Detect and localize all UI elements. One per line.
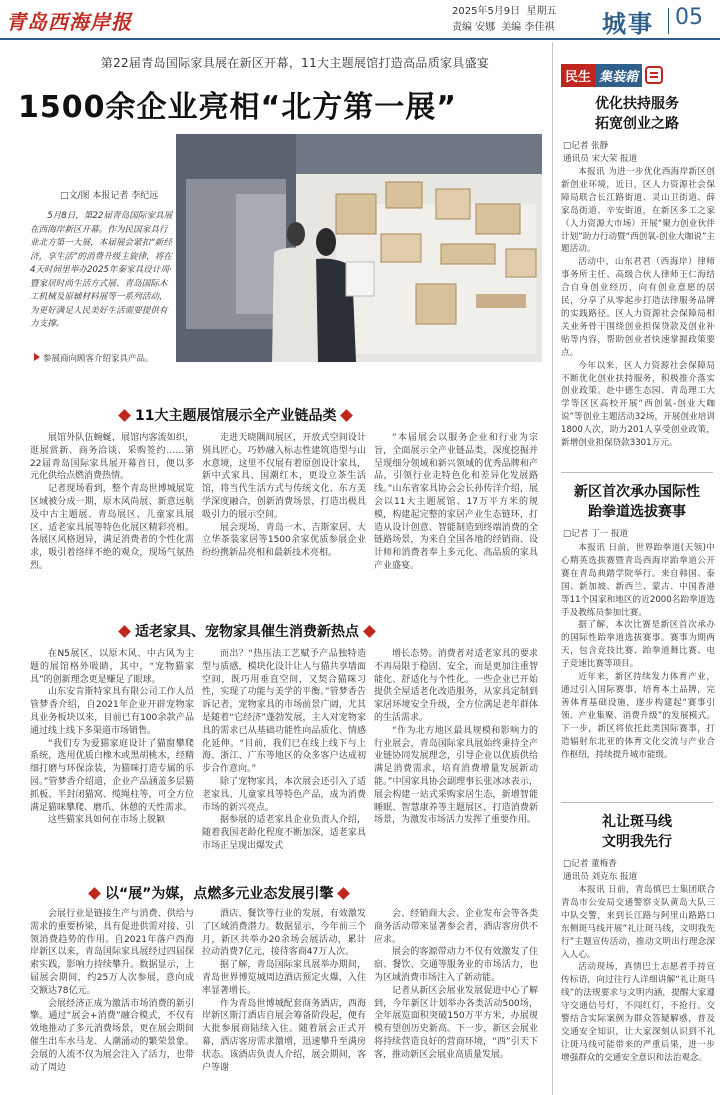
article-headline: 1500余企业亮相“北方第一展” xyxy=(18,90,457,125)
issue-date: 2025年5月9日 xyxy=(452,6,521,17)
s1-column-2: 走进天晓隅间展区，开放式空间设计别具匠心，巧妙融入标志性建筑造型与山水意境，这里不仅展有着原创设计家具，新中式家具、国潮红木，更设立茶生活馆，将当代生活方式与传统文化、东方美学深度融合，创新消费场景，打造出极具吸引力的展示空间。 展会现场，青岛一木、吉斯家居、大立华茶装家居等1500余家优质参展企业纷纷携新品亮相和最新技术亮相。 xyxy=(202,433,366,559)
story2-title: 新区首次承办国际性 跆拳道选拔赛事 xyxy=(574,484,700,520)
photo-caption: 参展商向顾客介绍家具产品。 xyxy=(34,352,174,364)
story2-body: 本报讯 日前，世界跆拳道(天领)中心精英选拔赛暨青岛西海岸跆拳道公开赛在青岛典踏学院举行。来自韩国、泰国、新加坡、新西兰、蒙古、中国香港等11个国家和地区的近2000名跆拳道选手及教练员参加比赛。 据了解，本次比赛是新区首次承办的国际性跆拳道选拔赛事。赛事为期两天，包含竞技比赛、跆拳道舞比赛、电子竞速比赛等项目。 近年来，新区持续发力体育产业，通过引入国际赛事，培育本土品牌，完善体育基础设施，逐步构建起“赛事引领、产业集聚、消费升级”的发展模式。下一步，新区将依托此类国际赛事，打造辐射东北亚的体育文化交流与产业合作枢纽，持续提升城市能级。 xyxy=(561,543,715,760)
section-heading-3: 以“展”为媒，点燃多元业态发展引擎 xyxy=(90,882,440,904)
heading-diamond-icon xyxy=(338,887,351,900)
story3-title: 礼让斑马线 文明我先行 xyxy=(602,814,672,850)
exhibition-photo-illustration xyxy=(176,134,542,362)
section-name: 城事 xyxy=(602,10,654,38)
badge-red-label: 民生 xyxy=(561,64,595,87)
rail-separator xyxy=(561,472,713,473)
section-heading-2: 适老家具、宠物家具催生消费新热点 xyxy=(120,620,430,642)
story1-body: 本报讯 为进一步优化西海岸新区创新创业环境，近日，区人力资源社会保障局联合长江路街道、灵山卫街道、薛家岛街道、辛安街道，在新区多工之家（人力资源大市场）开展“聚力创业伙伴计划”助力行动暨“西创氧-创业大咖说”主题活动。 活动中，山东君君（西海岸）律师事务所主任、高级合伙人律师王仁海结合自身创业经历，向有创业意愿的居民，分享了从零起步打造法律服务品牌的实践路径。区人力资源社会保障局相关业务骨干围绕创业担保贷款及创业补贴等内容，帮助创业者快速掌握政策要点。 今年以来，区人力资源社会保障局不断优化创业扶持服务，积极推介落实创业政策。赴中德生态园、青岛理工大学等区区高校开展“西创氧-创业大咖说”等创业主题活动32场，开展创业培训1800人次，助力201人享受创业政策，新增创业担保贷款3301万元。 xyxy=(561,167,715,449)
exhibition-photo xyxy=(176,134,542,362)
heading-diamond-icon xyxy=(363,625,376,638)
masthead-divider xyxy=(668,8,669,34)
article-lead: 5月8日，第22届青岛国际家具展在西海岸新区开幕。作为民国家具行业北方第一大展，本届展会紧扣“新经济，享生活”的消费升级主旋律，将在4天时间里举办2025年秦家具设计周·暨家居时尚生活方式展、青岛国际木工机械及原辅材料展等一系列活动，为更好满足人民美好生活需要提供有力支撑。 xyxy=(30,211,173,329)
news-rail xyxy=(552,42,720,1095)
masthead xyxy=(0,0,720,40)
section-heading-1: 11大主题展馆展示全产业链品类 xyxy=(120,404,420,426)
story3-byline: □记者 董梅香 通讯员 刘克东 报道 xyxy=(563,859,638,882)
page-number: 05 xyxy=(675,5,703,30)
story2-byline: □记者 丁一 报道 xyxy=(563,529,629,539)
s1-column-1: 展馆外队伍蜿蜒，展馆内客流如织，逛展赏新、商务洽谈、采购签约……第22届青岛国际家具展开幕首日，便以多元化供给点燃消费热情。 记者现场看到，整个青岛世博城展览区域被分成一期，原木风尚展、新意远航及中古主题展、青岛展区、儿童家具展区、适老家具展等特色化展区精彩亮相。各展区风格迥异，满足消费者的个性化需求，吸引着络绎不绝的观众，现场气氛热烈。 xyxy=(30,433,194,571)
story1-byline: □记者 张静 通讯员 宋大荣 报道 xyxy=(563,141,638,164)
heading-diamond-icon xyxy=(341,409,354,422)
issue-meta xyxy=(452,4,560,36)
issue-weekday: 星期五 xyxy=(526,6,557,17)
editor-credit: 责编 安娜 xyxy=(452,22,496,33)
s3-column-1: 会展行业是链接生产与消费、供给与需求的重要桥梁，具有促进供需对接、引领消费趋势的作用。自2021年落户西海岸新区以来，青岛国际家具展经过四届探索实践，影响力持续攀升。数据显示，上届展会期间，约25万人次参展，意向成交额达78亿元。 会展经济正成为激活市场消费的新引擎。通过“展会+消费”融合模式，不仅有效地推动了多元消费场景，更在展会期间催生出车水马龙、人潮涌动的繁荣景象。会展的人流不仅为展会注入了活力，也带动了周边 xyxy=(30,909,194,1073)
heading-diamond-icon xyxy=(88,887,101,900)
s3-column-2: 酒店、餐饮等行业的发展，有效激发了区域消费潜力。数据显示，今年前三个月，新区共举办20余场会展活动，累计拉动消费7亿元，接待客商47万人次。 据了解，青岛国际家具展举办期间，青岛世界博览城周边酒店预定火爆，入住率显著增长。 作为青岛世博城配套商务酒店，西海岸新区斯汀酒店自展会筹备阶段起，便有大批参展商陆续入住。随着展会正式开幕，酒店客房需求激增，迅速攀升至满房状态。该酒店负责人介绍，展会期间，客户等谢 xyxy=(202,909,366,1073)
story1-title: 优化扶持服务 拓宽创业之路 xyxy=(595,96,679,132)
story3-body: 本报讯 日前，青岛慎巴士集团联合青岛市公安局交通警察支队黄岛大队三中队交警，来到长江路与阿里山路路口东侧斑马线开展“礼让斑马线，文明我先行”主题宣传活动，推动文明出行理念深入人心。 活动现场，真情巴士志愿者手持宣传标语，向过往行人详细讲解“礼让斑马线”的法规要求与文明内涵，提醒大家遵守交通信号灯，不闯红灯，不抢行。交警结合实际案例为群众答疑解惑，普及交通安全知识，让大家深刻认识到不礼让斑马线可能带来的严重后果，进一步增强群众的交通安全意识和法治观念。 xyxy=(561,885,715,1063)
s2-column-1: 在N5展区，以原木风、中古风为主题的展馆格外吸睛，其中，“宠物猫家具”的创新理念更是赚足了眼球。 山东安肯斯特家具有限公司工作人员管梦香介绍，自2021年企业开辟宠物家具业务板块以来，目前已有100余款产品通过线上线下多渠道市场销售。 “我们专为爱猫家庭设计了猫窗攀爬系统，选用优质白橡木或黑胡桃木，经精细打磨与环保涂装，为猫咪打造专属的乐园。”管梦香介绍道，企业产品涵盖多层猫抓板、半封闭猫窝、缆绳柱等，可全方位满足猫咪攀爬、磨爪、休憩的天性需求。 这些猫家具如何在市场上脱颖 xyxy=(30,649,194,826)
s2-column-3: 增长态势。消费者对适老家具的要求不再局限于稳固、安全，而是更加注重智能化、舒适化与个性化。一些企业已开始提供全屋适老化改造服务，从家具定制到家居环境安全升级，全方位满足老年群体的生活需求。 “作为北方地区最具规模和影响力的行业展会，青岛国际家具展始终秉持全产业链协同发展理念，引导企业以优质供给满足消费需求，培育消费增量发展新动能。”中国家具协会副理事长张冰冰表示，展会构建一站式采购家居生态，新增智能睡眠、智慧康养等主题展区，打造消费新场景，为激发市场活力发挥了重要作用。 xyxy=(374,649,538,826)
s1-column-3: “本届展会以服务企业和行业为宗旨，全面展示全产业链品类，深度挖掘并呈现细分领域和新兴领域的优秀品牌和产品，引领行业走特色化和差异化发展路线。”山东省家具协会会长孙传洋介绍，展会以11大主题展馆、17万平方米的规模，构建起完整的家居产业生态链环，打造从设计创意、智能制造到终端消费的全链路场景，为来自全国各地的经销商、设计师和消费者奉上多元化、高品质的家具产业盛宴。 xyxy=(374,433,538,571)
designer-credit: 美编 李佳祺 xyxy=(501,22,555,33)
s2-column-2: 而出？“热压法工艺赋予产品独特造型与质感，模块化设计让人与猫共享墙面空间，既巧用垂直空间，又契合猫咪习性，实现了功能与美学的平衡。”管梦香告诉记者，宠物家具的市场前景广阔，尤其是随着“它经济”蓬勃发展，主人对宠物家具的需求已从基础功能性向品质化、情感化延伸。“目前，我们已在线上线下与上海、浙江、广东等地区的众多客户达成初步合作意向。” 除了宠物家具，本次展会还引入了适老家具、儿童家具等特色产品，成为消费市场的新兴亮点。 据参展的适老家具企业负责人介绍，随着我国老龄化程度不断加深，适老家具市场正呈现出爆发式 xyxy=(202,649,366,851)
badge-blue-label: 集装箱 xyxy=(595,64,642,87)
rail-badge xyxy=(561,64,663,86)
message-icon xyxy=(645,66,663,84)
heading-diamond-icon xyxy=(118,409,131,422)
rail-separator xyxy=(561,802,713,803)
s3-column-3: 会、经销商大会、企业发布会等各类商务活动带来显著参会者，酒店客房供不应求。 展会的客源带动力不仅有效激发了住宿、餐饮、交通等服务业的市场活力，也为区域消费市场注入了新动能。 记者从新区会展业发展促进中心了解到，今年新区计划举办各类活动500场，全年展览面积突破150万平方米，办展规模有望创历史新高。下一步，新区会展业将持续营造良好的营商环境，“西”引天下客，推动新区会展业高质量发展。 xyxy=(374,909,538,1060)
newspaper-logo: 青岛西海岸报 xyxy=(6,10,132,34)
main-article xyxy=(0,42,548,1095)
article-credit: □文/图 本报记者 李纪远 xyxy=(60,191,159,201)
heading-diamond-icon xyxy=(118,625,131,638)
article-subhead: 第22届青岛国际家具展在新区开幕，11大主题展馆打造高品质家具盛宴 xyxy=(100,56,490,70)
